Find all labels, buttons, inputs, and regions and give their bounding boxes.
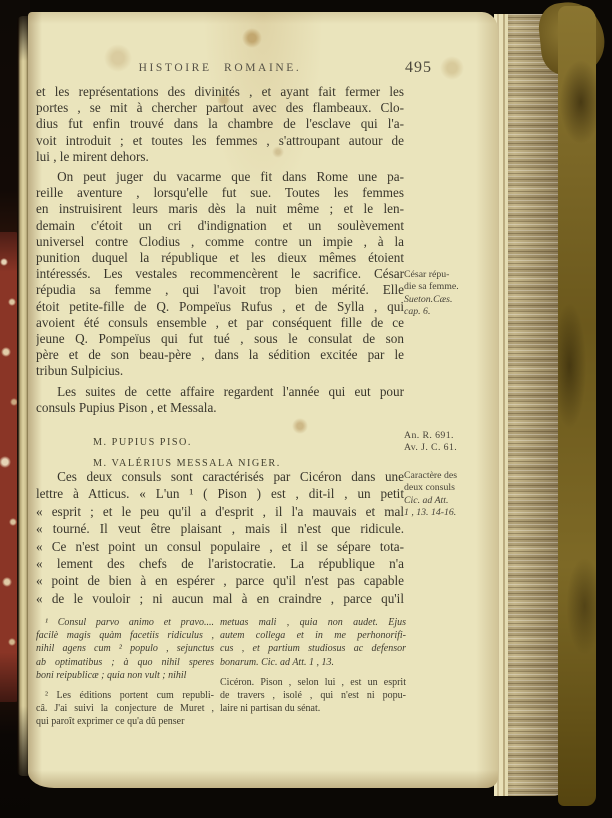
running-header bbox=[36, 59, 432, 82]
text-line: de travers , isolé , qui n'est ni popu- bbox=[220, 689, 406, 701]
margin-note-caractere-consuls bbox=[404, 470, 494, 519]
quote-paragraph-ciceron bbox=[36, 468, 404, 607]
text-line: An. R. 691. bbox=[404, 430, 454, 441]
text-line: facilè magis quàm facetiis ridiculus , bbox=[36, 630, 214, 642]
text-line: laire ni partisan du sénat. bbox=[220, 703, 321, 715]
text-line: portes , se mit à chercher partout avec des flambeaux. Clo- bbox=[36, 100, 404, 116]
text-line: metuas mali , quia non audet. Ejus bbox=[220, 617, 406, 628]
text-line: ab optimatibus ; à quo nihil speres bbox=[36, 656, 214, 668]
text-line: cus , et partium studiosus ac defensor bbox=[220, 643, 406, 655]
footnote-2-french-left bbox=[36, 689, 214, 729]
book-cover-edge bbox=[558, 6, 596, 806]
text-line: deux consuls bbox=[404, 482, 455, 494]
text-line: reille aventure , lorsqu'elle fut sue. Toutes les femmes bbox=[36, 185, 404, 201]
text-line: « lement des chefs de l'aristocratie. La république n'a bbox=[36, 555, 404, 571]
margin-note-year bbox=[404, 430, 494, 455]
text-line: et les représentations des divinités , et ayant fait fermer les bbox=[36, 84, 404, 99]
text-line: câ. J'ai suivi la conjecture de Muret , bbox=[36, 703, 214, 715]
text-line: autem collega et in me perhonorifi- bbox=[220, 630, 406, 642]
text-line: ¹ Consul parvo animo et pravo.... bbox=[45, 617, 214, 628]
text-line: boni reipublicæ ; quia non vult ; nihil bbox=[36, 669, 187, 681]
text-line: avoient été consuls ensemble , et par conséquent fille de ce bbox=[36, 314, 404, 330]
paragraph-continuation bbox=[36, 84, 404, 165]
text-line: lui , le mirent dehors. bbox=[36, 148, 149, 164]
text-line: étoit petite-fille de Q. Pompeïus Rufus , et de Sylla , qui bbox=[36, 298, 404, 314]
text-line: « esprit ; et le peu qu'il a d'esprit , il l'a mauvais et mal bbox=[36, 503, 404, 519]
book-page bbox=[28, 12, 498, 788]
text-line: 1 , 13. 14-16. bbox=[404, 506, 457, 518]
text-line: universel contre Clodius , comme contre un impie , à la bbox=[36, 233, 404, 249]
text-line: bonarum. Cic. ad Att. 1 , 13. bbox=[220, 656, 334, 668]
text-line: ² Les éditions portent cum republi- bbox=[45, 689, 214, 701]
text-line: « tourné. Il veut être plaisant , mais il n'est que ridicule. bbox=[36, 521, 404, 537]
footnote-column-left bbox=[36, 616, 214, 729]
text-line: consuls Pupius Pison , et Messala. bbox=[36, 400, 217, 416]
text-line: Av. J. C. 61. bbox=[404, 442, 458, 454]
footnote-1-latin-left bbox=[36, 616, 214, 682]
text-line: cap. 6. bbox=[404, 305, 431, 317]
text-line: M. PUPIUS PISO. bbox=[93, 437, 192, 448]
text-line: « point de bien à en espérer , parce qu'il n'est pas capable bbox=[36, 573, 404, 589]
text-line: tribun Sulpicius. bbox=[36, 363, 124, 379]
text-line: « de le vouloir ; ni aucun mal à en craindre , parce qu'il bbox=[36, 590, 404, 606]
text-line: jeune Q. Pompeïus qui fut tué , sous le consulat de son bbox=[36, 330, 404, 346]
text-line: Caractère des bbox=[404, 470, 458, 481]
paragraph-vacarme bbox=[36, 169, 404, 379]
text-line: répudia sa femme , qui l'avoit trop bien mérité. Elle bbox=[36, 282, 404, 298]
text-line: Les suites de cette affaire regardent l'année qui eut pour bbox=[57, 384, 404, 399]
text-line: dius fut enfin trouvé dans la chambre de l'esclave qui l'a- bbox=[36, 116, 404, 132]
text-line: lettre à Atticus. « L'un ¹ ( Pison ) est , dit-il , un petit bbox=[36, 486, 404, 502]
text-line: intéressés. Les vestales recommencèrent le sacrifice. César bbox=[36, 266, 404, 282]
footnote-column-right bbox=[220, 616, 406, 715]
paragraph-suites bbox=[36, 384, 404, 416]
text-line: punition duquel la république et les dieux mêmes étoient bbox=[36, 249, 404, 265]
text-line: Cicéron. Pison , selon lui , est un esprit bbox=[220, 676, 406, 688]
text-line: Cic. ad Att. bbox=[404, 494, 449, 506]
text-line: Ces deux consuls sont caractérisés par Cicéron dans une bbox=[57, 469, 404, 484]
text-line: M. VALÉRIUS MESSALA NIGER. bbox=[93, 458, 281, 469]
text-line: César répu- bbox=[404, 269, 450, 280]
text-line: père et de son beau-père , dans la sédition excitée par le bbox=[36, 347, 404, 363]
text-line: en instruisirent leurs maris dès la nuit même ; et le len- bbox=[36, 201, 404, 217]
text-line: qui paroît exprimer ce qu'a dû penser bbox=[36, 716, 185, 728]
text-line: nihil agens cum ² populo , sejunctus bbox=[36, 643, 214, 655]
footnote-1-latin-right bbox=[220, 616, 406, 669]
text-line: Sueton.Cæs. bbox=[404, 293, 453, 305]
page-number: 495 bbox=[405, 59, 432, 76]
header-title: HISTOIRE ROMAINE. bbox=[138, 62, 302, 74]
text-line: voit introduit ; et toutes les femmes , s'attroupant autour de bbox=[36, 132, 404, 148]
text-line: die sa femme. bbox=[404, 281, 459, 293]
margin-note-cesar-repudie bbox=[404, 269, 494, 318]
text-line: « Ce n'est point un consul populaire , et il se sépare tota- bbox=[36, 538, 404, 554]
text-line: demain c'étoit un cri d'indignation et un soulèvement bbox=[36, 217, 404, 233]
text-line: On peut juger du vacarme que fit dans Rome une pa- bbox=[57, 169, 404, 184]
book-fore-edge-pages bbox=[494, 14, 562, 796]
footnote-2-french-right bbox=[220, 676, 406, 716]
